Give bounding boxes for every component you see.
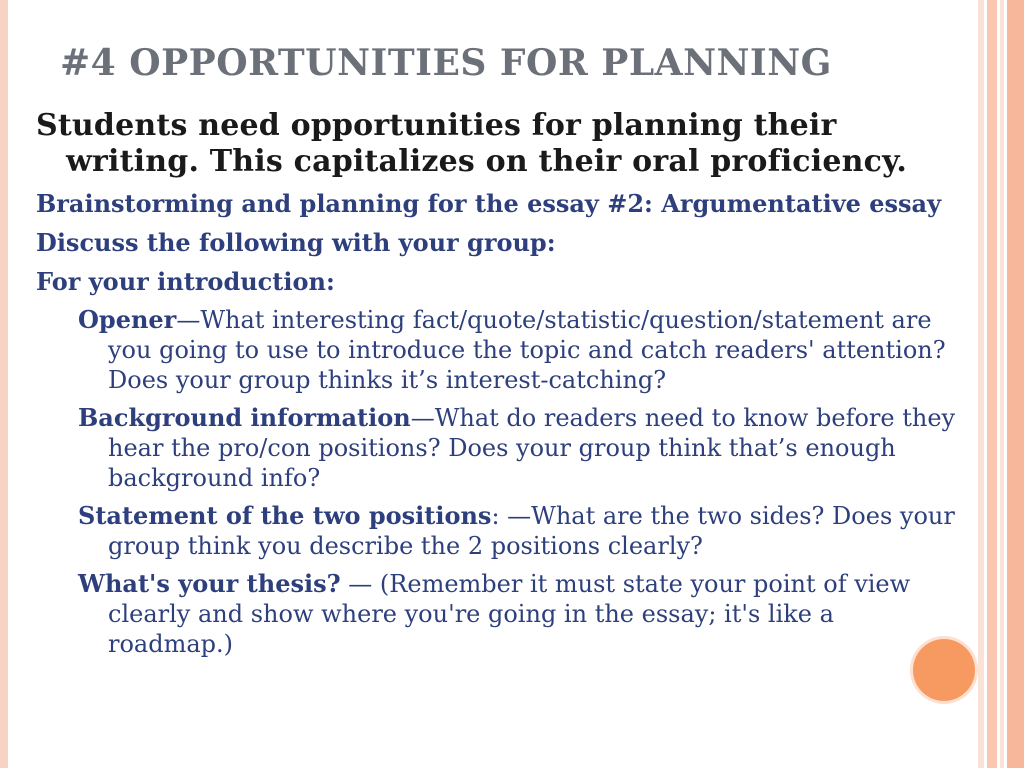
main-statement: Students need opportunities for planning their writing. This capitalizes on their oral proficiency. xyxy=(36,108,907,179)
slide-content xyxy=(36,108,966,667)
positions-item xyxy=(78,501,966,561)
item-lead: Opener xyxy=(78,305,177,334)
thesis-item xyxy=(78,569,966,659)
opener-item xyxy=(78,305,966,395)
background-item xyxy=(78,403,966,493)
brainstorm-line: Brainstorming and planning for the essay #2: Argumentative essay xyxy=(36,189,942,218)
stripe xyxy=(978,0,984,768)
intro-line: For your introduction: xyxy=(36,267,335,296)
item-body: —What interesting fact/quote/statistic/question/statement are you going to use to introduce the topic and catch readers' attention? Does your group thinks it’s interest-catching? xyxy=(108,306,946,394)
decorative-side-stripes xyxy=(978,0,1024,768)
item-lead: What's your thesis? xyxy=(78,569,341,598)
slide-title: #4 OPPORTUNITIES FOR PLANNING xyxy=(60,42,832,84)
stripe xyxy=(1007,0,1024,768)
stripe xyxy=(987,0,997,768)
item-body: —What do readers need to know before they hear the pro/con positions? Does your group think that’s enough background info? xyxy=(108,404,956,492)
item-body: — (Remember it must state your point of view clearly and show where you're going in the essay; it's like a roadmap.) xyxy=(108,570,911,658)
item-lead: Statement of the two positions xyxy=(78,501,492,530)
item-body: : —What are the two sides? Does your group think you describe the 2 positions clearly? xyxy=(108,502,955,560)
item-lead: Background information xyxy=(78,403,411,432)
discuss-line: Discuss the following with your group: xyxy=(36,228,556,257)
stripe xyxy=(1000,0,1004,768)
